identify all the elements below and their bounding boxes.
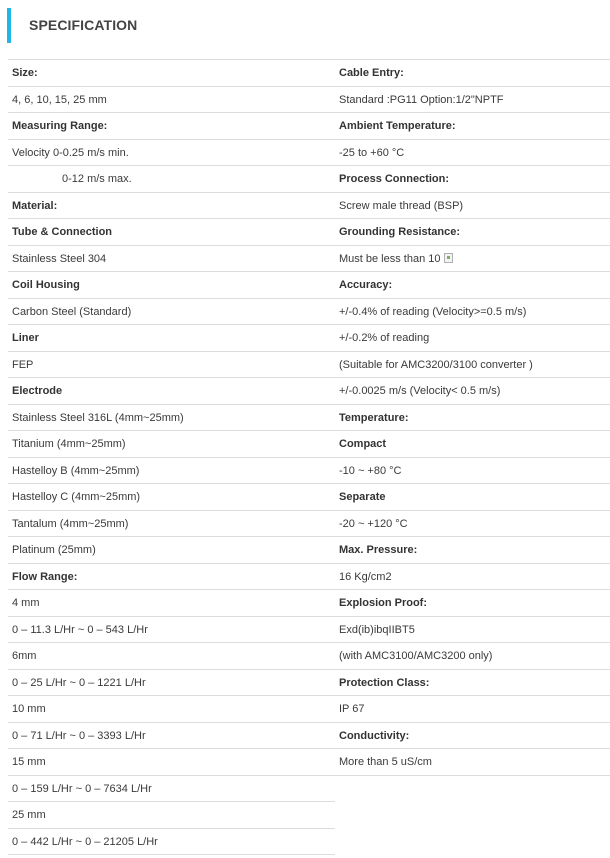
spec-text: Exd(ib)ibqIIBT5 (339, 623, 415, 636)
spec-row (8, 749, 335, 776)
spec-row (335, 670, 610, 697)
spec-text: Standard :PG11 Option:1/2"NPTF (339, 93, 504, 106)
spec-row (8, 643, 335, 670)
spec-row (8, 431, 335, 458)
spec-row (335, 272, 610, 299)
spec-row (8, 272, 335, 299)
spec-row (8, 193, 335, 220)
spec-value (12, 484, 140, 510)
spec-text: Stainless Steel 304 (12, 252, 107, 265)
spec-text: Liner (12, 332, 39, 344)
spec-text: Accuracy: (339, 279, 393, 291)
spec-heading (12, 564, 77, 590)
spec-value (12, 431, 126, 457)
spec-row (8, 219, 335, 246)
spec-row (335, 166, 610, 193)
spec-text: Material: (12, 199, 58, 212)
spec-row (8, 458, 335, 485)
spec-text: -20 ~ +120 °C (339, 517, 408, 530)
spec-text: 0 – 71 L/Hr ~ 0 – 3393 L/Hr (12, 729, 146, 742)
spec-value (12, 140, 129, 166)
spec-value (339, 617, 415, 643)
spec-value (12, 405, 184, 431)
spec-text: 0 – 442 L/Hr ~ 0 – 21205 L/Hr (12, 835, 158, 848)
spec-text: Must be less than 10 (339, 252, 441, 265)
spec-text: Process Connection: (339, 173, 450, 185)
spec-text: Size: (12, 67, 38, 79)
spec-text: 4, 6, 10, 15, 25 mm (12, 93, 107, 106)
spec-row (8, 723, 335, 750)
spec-text: (Suitable for AMC3200/3100 converter ) (339, 358, 533, 371)
spec-value (12, 829, 158, 855)
spec-row (8, 670, 335, 697)
spec-row (8, 299, 335, 326)
spec-value (12, 537, 96, 563)
spec-heading (12, 325, 39, 351)
spec-text: Measuring Range: (12, 120, 108, 132)
spec-text: Tube & Connection (12, 226, 113, 238)
spec-text: Flow Range: (12, 570, 78, 583)
spec-row (335, 643, 610, 670)
spec-row (335, 352, 610, 379)
spec-row (335, 378, 610, 405)
spec-text: Tantalum (4mm~25mm) (12, 517, 129, 530)
spec-row (335, 405, 610, 432)
spec-text: Coil Housing (12, 279, 80, 291)
spec-value (339, 352, 533, 378)
spec-text: (with AMC3100/AMC3200 only) (339, 650, 493, 662)
spec-heading (339, 723, 409, 749)
spec-text: +/-0.4% of reading (Velocity>=0.5 m/s) (339, 305, 527, 318)
spec-row (335, 219, 610, 246)
spec-value (12, 87, 107, 113)
spec-value (339, 140, 404, 166)
spec-row (335, 723, 610, 750)
spec-text: Hastelloy B (4mm~25mm) (12, 464, 140, 477)
spec-row (8, 166, 335, 193)
spec-text: Conductivity: (339, 729, 410, 742)
spec-column-left (8, 59, 335, 855)
spec-value (339, 193, 463, 219)
spec-value (12, 352, 33, 378)
spec-value (12, 670, 146, 696)
spec-text: Stainless Steel 316L (4mm~25mm) (12, 411, 184, 424)
spec-row (335, 431, 610, 458)
spec-value (339, 749, 432, 775)
spec-row (335, 458, 610, 485)
spec-text: Velocity 0-0.25 m/s min. (12, 146, 129, 159)
spec-heading (339, 590, 427, 616)
spec-value (12, 723, 146, 749)
spec-heading (339, 272, 392, 298)
spec-row (8, 405, 335, 432)
spec-heading (339, 405, 408, 431)
spec-text: +/-0.0025 m/s (Velocity< 0.5 m/s) (339, 385, 501, 397)
spec-row (8, 590, 335, 617)
spec-text: Max. Pressure: (339, 544, 418, 556)
broken-image-icon (444, 253, 453, 263)
spec-text: 25 mm (12, 809, 46, 821)
spec-heading (339, 484, 385, 510)
spec-value (339, 511, 408, 537)
spec-text: Separate (339, 491, 386, 503)
spec-heading (339, 113, 456, 139)
spec-heading (12, 272, 80, 298)
spec-text: +/-0.2% of reading (339, 332, 430, 344)
spec-row (335, 246, 610, 273)
spec-row (8, 484, 335, 511)
spec-row (335, 193, 610, 220)
spec-text: Carbon Steel (Standard) (12, 305, 132, 318)
spec-value (339, 696, 365, 722)
spec-text: Screw male thread (BSP) (339, 199, 464, 212)
spec-heading (339, 60, 404, 86)
spec-heading (12, 219, 112, 245)
spec-text: Explosion Proof: (339, 597, 427, 609)
spec-column-right (335, 59, 610, 776)
spec-row (8, 378, 335, 405)
spec-row (8, 352, 335, 379)
spec-text: IP 67 (339, 703, 365, 715)
spec-row (8, 87, 335, 114)
spec-row (335, 299, 610, 326)
spec-text: 15 mm (12, 756, 46, 768)
spec-text: 6mm (12, 650, 37, 662)
spec-text: 16 Kg/cm2 (339, 570, 392, 583)
spec-value (12, 802, 46, 828)
spec-row (8, 113, 335, 140)
spec-text: 0 – 11.3 L/Hr ~ 0 – 543 L/Hr (12, 623, 148, 636)
spec-row (8, 537, 335, 564)
spec-value (12, 749, 46, 775)
spec-row (335, 140, 610, 167)
spec-row (8, 511, 335, 538)
spec-heading (339, 166, 449, 192)
spec-value (12, 246, 106, 272)
spec-row (8, 325, 335, 352)
spec-value (12, 617, 148, 643)
spec-row (335, 60, 610, 87)
spec-value (12, 643, 36, 669)
spec-value (12, 511, 128, 537)
spec-text: Ambient Temperature: (339, 120, 456, 132)
spec-text: Titanium (4mm~25mm) (12, 438, 126, 450)
spec-row (8, 776, 335, 803)
spec-row (335, 564, 610, 591)
spec-text: 0 – 159 L/Hr ~ 0 – 7634 L/Hr (12, 782, 152, 795)
spec-row (335, 749, 610, 776)
spec-value (339, 564, 392, 590)
spec-text: Grounding Resistance: (339, 226, 461, 238)
spec-row (8, 140, 335, 167)
spec-row (335, 511, 610, 538)
spec-text: Hastelloy C (4mm~25mm) (12, 491, 141, 503)
spec-value (339, 87, 504, 113)
spec-heading (339, 219, 460, 245)
spec-text: 4 mm (12, 597, 40, 609)
spec-text: More than 5 uS/cm (339, 756, 432, 768)
spec-heading (339, 670, 429, 696)
spec-text: -25 to +60 °C (339, 146, 405, 159)
spec-row (335, 590, 610, 617)
spec-text: 0 – 25 L/Hr ~ 0 – 1221 L/Hr (12, 676, 146, 689)
spec-row (8, 617, 335, 644)
spec-value (339, 299, 526, 325)
spec-value (12, 299, 131, 325)
spec-heading (12, 193, 57, 219)
spec-heading (339, 431, 386, 457)
spec-value (339, 378, 500, 404)
spec-value (12, 590, 40, 616)
spec-heading (12, 378, 62, 404)
spec-row (335, 113, 610, 140)
spec-text: Electrode (12, 385, 63, 397)
spec-value (339, 325, 429, 351)
section-header (0, 0, 610, 48)
spec-row (335, 696, 610, 723)
spec-row (335, 325, 610, 352)
spec-row (8, 60, 335, 87)
spec-row (335, 484, 610, 511)
spec-text: Cable Entry: (339, 67, 404, 79)
spec-heading (12, 113, 107, 139)
spec-text: Protection Class: (339, 676, 430, 689)
spec-row (8, 246, 335, 273)
spec-row (8, 564, 335, 591)
spec-value (12, 776, 152, 802)
spec-row (335, 87, 610, 114)
page-title: SPECIFICATION (29, 17, 138, 33)
spec-text: Temperature: (339, 411, 409, 424)
spec-value (62, 166, 132, 192)
title-accent-bar (7, 8, 11, 43)
spec-value (339, 643, 492, 669)
spec-heading (339, 537, 417, 563)
spec-row (335, 537, 610, 564)
spec-text: Compact (339, 438, 387, 450)
spec-heading (12, 60, 38, 86)
spec-row (8, 802, 335, 829)
spec-text: 0-12 m/s max. (62, 173, 132, 185)
spec-text: Platinum (25mm) (12, 544, 96, 556)
spec-value (12, 696, 46, 722)
spec-row (8, 829, 335, 856)
spec-value (339, 458, 402, 484)
spec-row (8, 696, 335, 723)
spec-value (12, 458, 139, 484)
spec-value (339, 246, 453, 272)
spec-row (335, 617, 610, 644)
spec-text: -10 ~ +80 °C (339, 464, 402, 477)
spec-text: 10 mm (12, 703, 46, 715)
spec-text: FEP (12, 358, 34, 371)
